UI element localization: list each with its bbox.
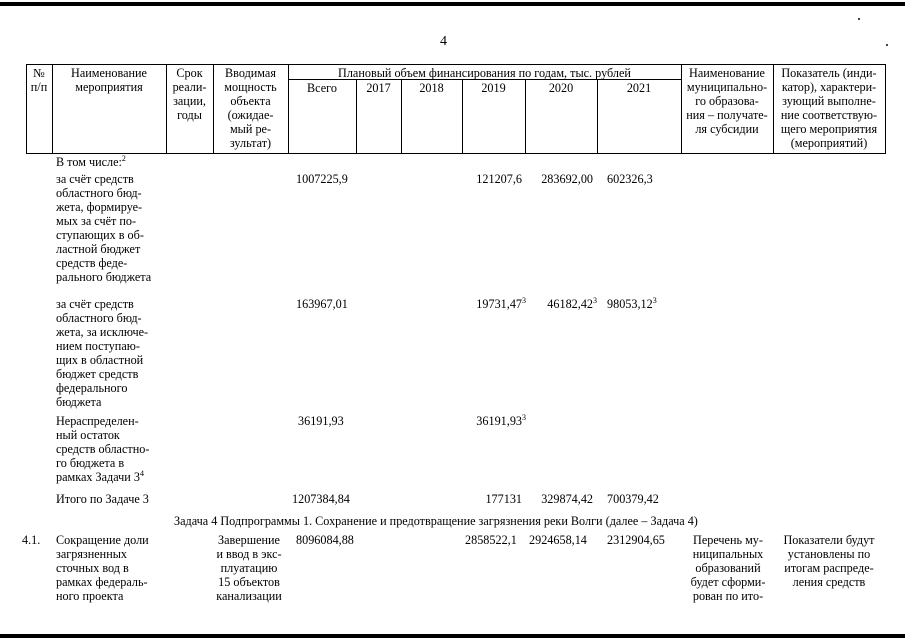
row-regional-2019: 19731,47$^3$ [476,295,526,311]
header-year-2018: 2018 [419,81,444,95]
task4-title: Задача 4 Подпрограммы 1. Сохранение и предотвращение загрязнения реки Волги (далее – Задача 4) [174,514,698,528]
header-num: № п/п [30,66,48,94]
top-border [0,2,905,6]
row41-2020: 2924658,14 [529,533,587,547]
header-capacity: Вводимая мощность объекта (ожидае- мый ре- зультат) [224,66,277,150]
bottom-border [0,634,905,638]
scan-speck [886,44,888,46]
row-total-task3-2019: 177131 [485,492,522,506]
header-indicator: Показатель (инди- катор), характери- зующий выполне- ние соответствую- щего мероприятия (мероприятий) [780,66,878,150]
header-total: Всего [307,81,337,95]
header-bottom-line [26,153,885,154]
header-year-2020: 2020 [548,81,574,95]
header-municipality: Наименование муниципально- го образова- ния – получате- ля субсидии [686,66,768,136]
row-unallocated-name: Нераспределен- ный остаток средств областно- го бюджета в рамках Задачи $3^4$ [56,414,150,484]
header-year-2021: 2021 [626,81,652,95]
row41-total: 8096084,88 [296,533,354,547]
header-funding: Плановый объем финансирования по годам, тыс. рублей [338,66,631,80]
header-name: Наименование мероприятия [71,66,147,94]
header-term: Срок реали- зации, годы [172,66,207,122]
row-federal-2019: 121207,6 [476,172,522,186]
row41-capacity: Завершение и ввод в экс- плуатацию 15 объектов канализации [216,533,282,603]
row-unallocated-total: 36191,93 [298,414,344,428]
row-total-task3-name: Итого по Задаче 3 [56,492,149,506]
row-regional-2020: 46182,42$^3$ [547,295,597,311]
table-top-line [26,64,885,65]
row41-name: Сокращение доли загрязненных сточных вод в рамках федераль- ного проекта [56,533,149,603]
col-border [885,64,886,154]
header-year-2017: 2017 [366,81,391,95]
row-regional-name: за счёт средств областного бюд- жета, за исключе- нием поступаю- щих в областной бюджет средств федерального бюджета [56,297,149,409]
row41-indicator: Показатели будут установлены по итогам распреде- ления средств [783,533,875,589]
scan-speck [858,18,860,20]
row-federal-2021: 602326,3 [607,172,653,186]
header-year-2019: 2019 [481,81,506,95]
row-federal-name: за счёт средств областного бюд- жета, формируе- мых за счёт по- ступающих в об- ластной бюджет средств феде- рального бюджета [56,172,152,284]
row-regional-total: 163967,01 [296,297,348,311]
row-federal-total: 1007225,9 [296,172,348,186]
row41-num: 4.1. [22,533,41,547]
row41-municipality: Перечень му- ниципальных образований будет сформи- рован по ито- [690,533,766,603]
row-total-task3-total: 1207384,84 [292,492,350,506]
including-label: В том числе:$^2$ [56,153,126,169]
row-total-task3-2020: 329874,42 [541,492,593,506]
row-federal-2020: 283692,00 [541,172,593,186]
row41-2019: 2858522,1 [465,533,517,547]
row-unallocated-2019: 36191,93$^3$ [476,412,526,428]
row-regional-2021: 98053,12$^3$ [607,295,657,311]
page-number: 4 [440,34,447,49]
row-total-task3-2021: 700379,42 [607,492,659,506]
row41-2021: 2312904,65 [607,533,665,547]
